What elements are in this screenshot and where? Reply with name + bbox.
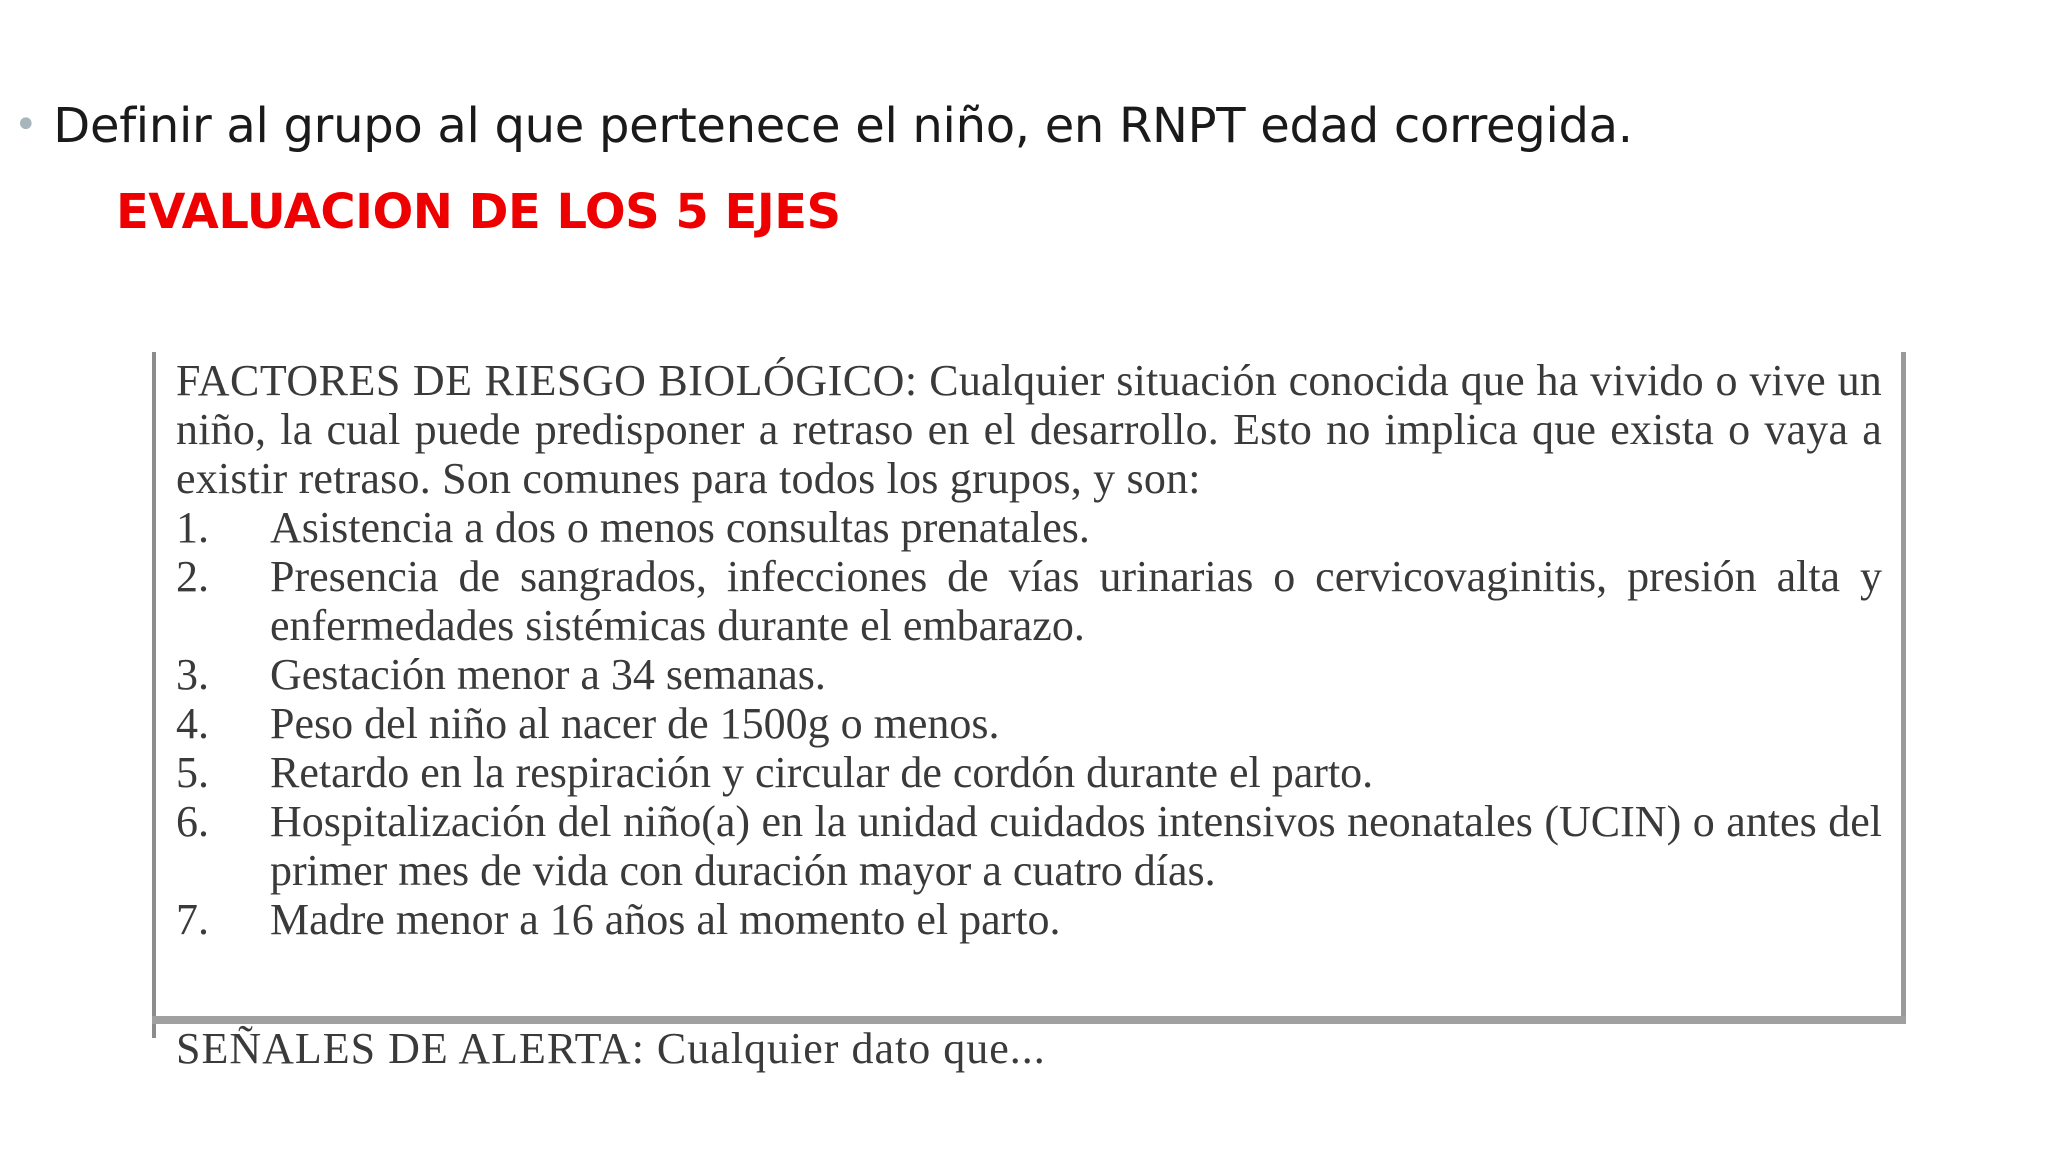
list-item (176, 748, 1882, 797)
list-item-text: Madre menor a 16 años al momento el parto. (270, 895, 1061, 944)
list-item-text: Hospitalización del niño(a) en la unidad cuidados intensivos neonatales (UCIN) o antes del primer mes de vida con duración mayor a cuatro días. (270, 797, 1882, 895)
list-item (176, 895, 1882, 944)
scan-text-block (176, 356, 1882, 944)
list-item (176, 699, 1882, 748)
scan-section-divider (152, 1016, 1906, 1024)
list-item-text: Peso del niño al nacer de 1500g o menos. (270, 699, 1000, 748)
scanned-document-image (152, 352, 1906, 1073)
list-item-number: 1. (176, 503, 209, 552)
list-item-text: Asistencia a dos o menos consultas prenatales. (270, 503, 1090, 552)
risk-factors-description: Cualquier situación conocida que ha vivido o vive un niño, la cual puede predisponer a retraso en el desarrollo. Esto no implica que exista o vaya a existir retraso. Son comunes para todos los grupos, y son: (176, 356, 1882, 503)
list-item-number: 7. (176, 895, 209, 944)
risk-factors-intro (176, 356, 1882, 503)
bullet-dot-icon: • (14, 102, 38, 148)
bullet-item (14, 98, 1633, 154)
risk-factors-heading: FACTORES DE RIESGO BIOLÓGICO: (176, 356, 918, 405)
list-item-number: 6. (176, 797, 209, 846)
bullet-text: Definir al grupo al que pertenece el niño, en RNPT edad corregida. (53, 98, 1633, 154)
list-item-number: 2. (176, 552, 209, 601)
list-item-number: 5. (176, 748, 209, 797)
scan-border-right (1901, 352, 1906, 1020)
list-item-number: 4. (176, 699, 209, 748)
list-item (176, 552, 1882, 650)
list-item (176, 650, 1882, 699)
list-item (176, 797, 1882, 895)
list-item (176, 503, 1882, 552)
scan-border-left (152, 352, 156, 1038)
list-item-number: 3. (176, 650, 209, 699)
list-item-text: Retardo en la respiración y circular de cordón durante el parto. (270, 748, 1374, 797)
list-item-text: Gestación menor a 34 semanas. (270, 650, 826, 699)
cut-off-next-section: SEÑALES DE ALERTA: Cualquier dato que... (176, 1024, 1046, 1073)
slide-subtitle: EVALUACION DE LOS 5 EJES (116, 184, 841, 240)
list-item-text: Presencia de sangrados, infecciones de vías urinarias o cervicovaginitis, presión alta y enfermedades sistémicas durante el embarazo. (270, 552, 1882, 650)
